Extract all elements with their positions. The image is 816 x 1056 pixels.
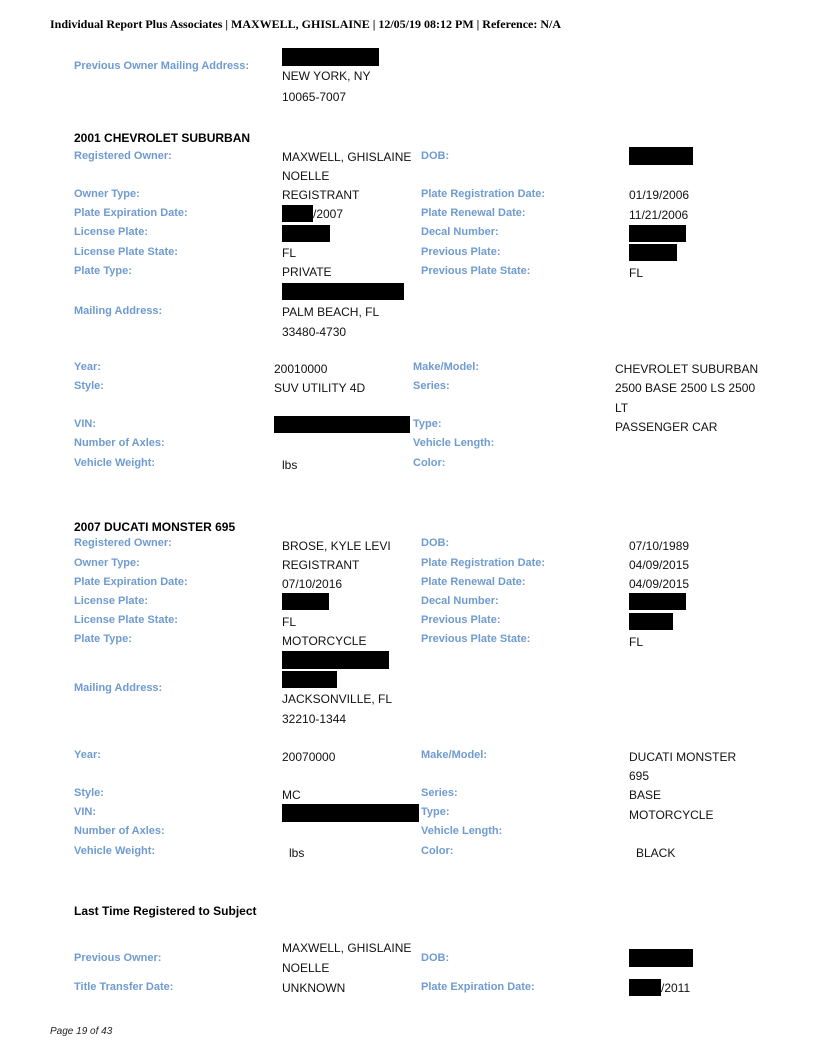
dob-label: DOB: bbox=[421, 537, 450, 549]
series-label: Series: bbox=[421, 787, 458, 799]
color-label: Color: bbox=[421, 845, 454, 857]
vin-label: VIN: bbox=[74, 418, 96, 430]
type-label: Type: bbox=[421, 806, 450, 818]
plate-registration-date-value: 04/09/2015 bbox=[629, 558, 690, 572]
number-of-axles-label: Number of Axles: bbox=[74, 825, 165, 837]
year-label: Year: bbox=[74, 361, 101, 373]
previous-plate-state-label: Previous Plate State: bbox=[421, 633, 531, 645]
mailing-address-line1: PALM BEACH, FL bbox=[282, 305, 380, 319]
previous-owner-label: Previous Owner: bbox=[74, 952, 162, 964]
dob-label: DOB: bbox=[421, 952, 450, 964]
previous-plate-state-value: FL bbox=[629, 266, 644, 280]
registered-owner-value-cont: NOELLE bbox=[282, 169, 330, 183]
vehicle-weight-label: Vehicle Weight: bbox=[74, 845, 156, 857]
title-transfer-date-value: UNKNOWN bbox=[282, 981, 346, 995]
make-model-value-cont: 695 bbox=[629, 769, 650, 783]
vehicle-length-label: Vehicle Length: bbox=[413, 437, 495, 449]
make-model-value: CHEVROLET SUBURBAN bbox=[615, 362, 759, 376]
plate-renewal-date-label: Plate Renewal Date: bbox=[421, 576, 526, 588]
redaction-box bbox=[282, 651, 389, 669]
plate-expiration-date-value: /2011 bbox=[661, 981, 691, 995]
owner-type-value: REGISTRANT bbox=[282, 188, 360, 202]
vehicle-title: 2001 CHEVROLET SUBURBAN bbox=[74, 131, 251, 145]
redaction-box bbox=[274, 416, 410, 433]
registered-owner-value: MAXWELL, GHISLAINE bbox=[282, 150, 412, 164]
redaction-box bbox=[629, 244, 677, 261]
mailing-address-label: Mailing Address: bbox=[74, 305, 163, 317]
plate-renewal-date-value: 04/09/2015 bbox=[629, 577, 690, 591]
make-model-label: Make/Model: bbox=[421, 749, 488, 761]
redaction-box bbox=[629, 979, 661, 996]
style-label: Style: bbox=[74, 787, 104, 799]
plate-expiration-date-label: Plate Expiration Date: bbox=[421, 981, 535, 993]
previous-plate-state-label: Previous Plate State: bbox=[421, 265, 531, 277]
style-label: Style: bbox=[74, 380, 104, 392]
color-label: Color: bbox=[413, 457, 446, 469]
license-plate-state-label: License Plate State: bbox=[74, 614, 178, 626]
make-model-value: DUCATI MONSTER bbox=[629, 750, 737, 764]
plate-registration-date-value: 01/19/2006 bbox=[629, 188, 690, 202]
redaction-box bbox=[282, 48, 379, 66]
vehicle-weight-value: lbs bbox=[289, 846, 305, 860]
registered-owner-value: BROSE, KYLE LEVI bbox=[282, 539, 391, 553]
previous-plate-label: Previous Plate: bbox=[421, 614, 501, 626]
previous-plate-state-value: FL bbox=[629, 635, 644, 649]
type-label: Type: bbox=[413, 418, 442, 430]
license-plate-state-value: FL bbox=[282, 246, 297, 260]
plate-type-label: Plate Type: bbox=[74, 265, 132, 277]
vehicle-title: 2007 DUCATI MONSTER 695 bbox=[74, 520, 236, 534]
series-value-cont: LT bbox=[615, 401, 629, 415]
redaction-box bbox=[629, 593, 686, 610]
owner-type-label: Owner Type: bbox=[74, 188, 140, 200]
color-value: BLACK bbox=[636, 846, 676, 860]
last-registered-title: Last Time Registered to Subject bbox=[74, 904, 257, 918]
registered-owner-label: Registered Owner: bbox=[74, 537, 172, 549]
style-value: MC bbox=[282, 788, 301, 802]
redaction-box bbox=[282, 804, 419, 822]
license-plate-state-value: FL bbox=[282, 615, 297, 629]
dob-value: 07/10/1989 bbox=[629, 539, 690, 553]
series-label: Series: bbox=[413, 380, 450, 392]
registered-owner-label: Registered Owner: bbox=[74, 150, 172, 162]
mailing-address-label: Mailing Address: bbox=[74, 682, 163, 694]
series-value: 2500 BASE 2500 LS 2500 bbox=[615, 381, 756, 395]
prev-owner-address-line1: NEW YORK, NY bbox=[282, 69, 371, 83]
make-model-label: Make/Model: bbox=[413, 361, 480, 373]
plate-registration-date-label: Plate Registration Date: bbox=[421, 557, 546, 569]
plate-expiration-date-label: Plate Expiration Date: bbox=[74, 207, 188, 219]
license-plate-label: License Plate: bbox=[74, 595, 148, 607]
series-value: BASE bbox=[629, 788, 662, 802]
license-plate-state-label: License Plate State: bbox=[74, 246, 178, 258]
plate-registration-date-label: Plate Registration Date: bbox=[421, 188, 546, 200]
title-transfer-date-label: Title Transfer Date: bbox=[74, 981, 174, 993]
page-number: Page 19 of 43 bbox=[50, 1026, 113, 1037]
license-plate-label: License Plate: bbox=[74, 226, 148, 238]
redaction-box bbox=[282, 593, 329, 610]
prev-owner-address-line2: 10065-7007 bbox=[282, 90, 347, 104]
vehicle-weight-label: Vehicle Weight: bbox=[74, 457, 156, 469]
redaction-box bbox=[629, 613, 673, 630]
decal-number-label: Decal Number: bbox=[421, 226, 499, 238]
redaction-box bbox=[282, 283, 404, 300]
previous-owner-value-cont: NOELLE bbox=[282, 961, 330, 975]
plate-renewal-date-label: Plate Renewal Date: bbox=[421, 207, 526, 219]
style-value: SUV UTILITY 4D bbox=[274, 381, 366, 395]
owner-type-value: REGISTRANT bbox=[282, 558, 360, 572]
vehicle-weight-value: lbs bbox=[282, 458, 298, 472]
redaction-box bbox=[282, 225, 330, 242]
report-header: Individual Report Plus Associates | MAXWELL, GHISLAINE | 12/05/19 08:12 PM | Reference: N/A bbox=[50, 17, 562, 31]
plate-expiration-date-label: Plate Expiration Date: bbox=[74, 576, 188, 588]
prev-owner-mailing-label: Previous Owner Mailing Address: bbox=[74, 60, 250, 72]
dob-label: DOB: bbox=[421, 150, 450, 162]
redaction-box bbox=[282, 205, 313, 222]
plate-expiration-date-value: /2007 bbox=[313, 207, 344, 221]
owner-type-label: Owner Type: bbox=[74, 557, 140, 569]
decal-number-label: Decal Number: bbox=[421, 595, 499, 607]
redaction-box bbox=[282, 671, 337, 688]
plate-type-label: Plate Type: bbox=[74, 633, 132, 645]
previous-owner-value: MAXWELL, GHISLAINE bbox=[282, 941, 412, 955]
redaction-box bbox=[629, 225, 686, 242]
vin-label: VIN: bbox=[74, 806, 96, 818]
vehicle-length-label: Vehicle Length: bbox=[421, 825, 503, 837]
mailing-address-line1: JACKSONVILLE, FL bbox=[282, 692, 393, 706]
type-value: PASSENGER CAR bbox=[615, 420, 718, 434]
redaction-box bbox=[629, 949, 693, 967]
year-value: 20010000 bbox=[274, 362, 328, 376]
number-of-axles-label: Number of Axles: bbox=[74, 437, 165, 449]
mailing-address-line2: 32210-1344 bbox=[282, 712, 347, 726]
year-label: Year: bbox=[74, 749, 101, 761]
previous-plate-label: Previous Plate: bbox=[421, 246, 501, 258]
plate-type-value: PRIVATE bbox=[282, 265, 332, 279]
plate-renewal-date-value: 11/21/2006 bbox=[629, 208, 689, 222]
year-value: 20070000 bbox=[282, 750, 336, 764]
plate-type-value: MOTORCYCLE bbox=[282, 634, 367, 648]
type-value: MOTORCYCLE bbox=[629, 808, 714, 822]
plate-expiration-date-value: 07/10/2016 bbox=[282, 577, 343, 591]
redaction-box bbox=[629, 147, 693, 165]
mailing-address-line2: 33480-4730 bbox=[282, 325, 347, 339]
